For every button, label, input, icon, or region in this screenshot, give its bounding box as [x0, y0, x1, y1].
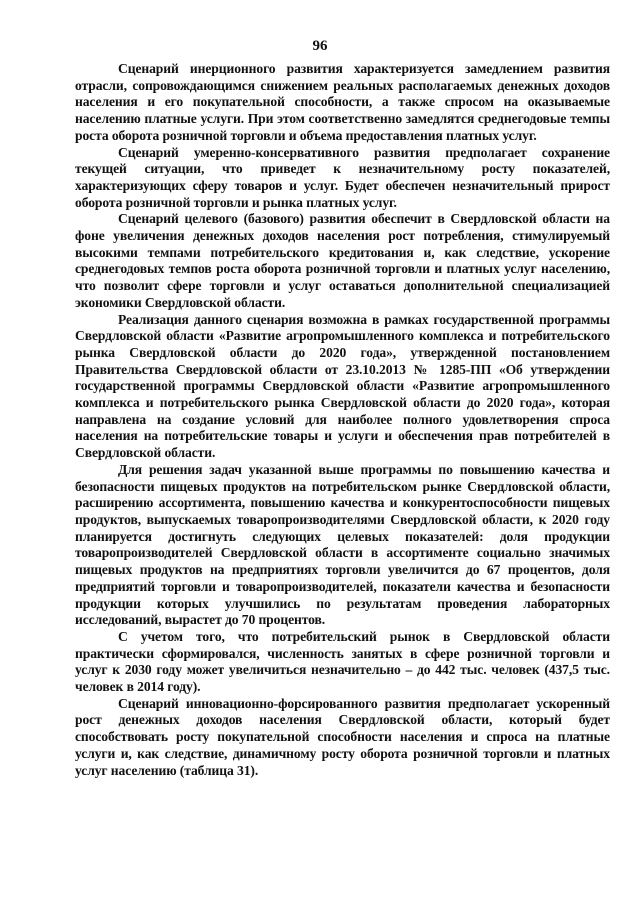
paragraph-innovation-scenario: Сценарий инновационно-форсированного развития предполагает ускоренный рост денежных доходов населения Свердловской области, который будет способствовать росту покупательной способности населения и спроса на платные услуги и, как следствие, динамичному росту оборота розничной торговли и платных услуг населению (таблица 31). [75, 695, 610, 778]
paragraph-moderate-scenario: Сценарий умеренно-консервативного развития предполагает сохранение текущей ситуации, что приведет к незначительному росту показателей, характеризующих сферу товаров и услуг. Будет обеспечен незначительный прирост оборота розничной торговли и рынка платных услуг. [75, 144, 610, 210]
paragraph-program-tasks: Для решения задач указанной выше программы по повышению качества и безопасности пищевых продуктов на потребительском рынке Свердловской области, расширению ассортимента, повышению качества и конкурентоспособности пищевых продуктов, выпускаемых товаропроизводителями Свердловской области, к 2020 году планируется достигнуть следующих целевых показателей: доля продукции товаропроизводителей Свердловской области в ассортименте социально значимых пищевых продуктов на предприятиях торговли увеличится до 67 процентов, доля предприятий торговли и товаропроизводителей, показатели качества и безопасности продукции которых улучшились по результатам проведения лабораторных исследований, вырастет до 70 процентов. [75, 461, 610, 628]
paragraph-target-scenario: Сценарий целевого (базового) развития обеспечит в Свердловской области на фоне увеличения денежных доходов населения рост потребления, стимулируемый высокими темпами потребительского кредитования и, как следствие, ускорение среднегодовых темпов роста оборота розничной торговли и платных услуг населению, что позволит сфере торговли и услуг оставаться дополнительной специализацией экономики Свердловской области. [75, 211, 610, 310]
paragraph-inertial-scenario: Сценарий инерционного развития характеризуется замедлением развития отрасли, сопровождающимся снижением реальных располагаемых денежных доходов населения и его покупательной способности, а также спросом на оказываемые населению платные услуги. При этом соответственно замедлятся среднегодовые темпы роста оборота розничной торговли и объема предоставления платных услуг. [75, 61, 610, 143]
page-body [75, 61, 610, 779]
page-number: 96 [312, 38, 328, 54]
paragraph-state-program: Реализация данного сценария возможна в рамках государственной программы Свердловской области «Развитие агропромышленного комплекса и потребительского рынка Свердловской области до 2020 года», утвержденной постановлением Правительства Свердловской области от 23.10.2013 № 1285-ПП «Об утверждении государственной программы Свердловской области «Развитие агропромышленного комплекса и потребительского рынка Свердловской области до 2020 года», которая направлена на создание условий для наиболее полного удовлетворения спроса населения на потребительские товары и услуги и обеспечения прав потребителей в Свердловской области. [75, 311, 610, 461]
paragraph-employment: С учетом того, что потребительский рынок в Свердловской области практически сформировался, численность занятых в сфере розничной торговли и услуг к 2030 году может увеличиться незначительно – до 442 тыс. человек (437,5 тыс. человек в 2014 году). [75, 628, 610, 695]
